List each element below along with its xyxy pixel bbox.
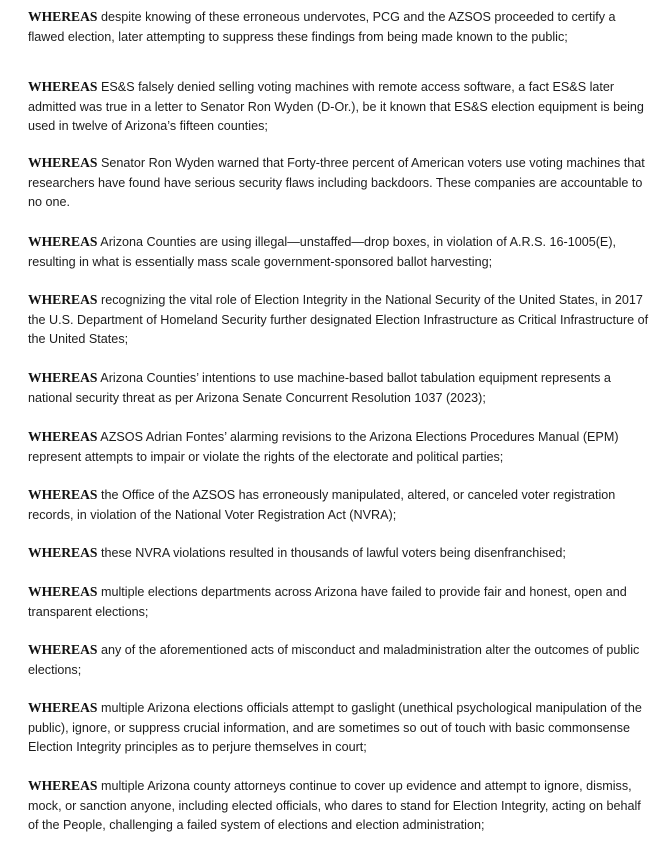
whereas-keyword: WHEREAS <box>28 487 98 502</box>
clause-text: the Office of the AZSOS has erroneously manipulated, altered, or canceled voter registration records, in violation of the National Voter Registration Act (NVRA); <box>28 488 616 522</box>
clause-text: Arizona Counties are using illegal—unstaffed—drop boxes, in violation of A.R.S. 16-1005(E), resulting in what is essentially mass scale government-sponsored ballot harvesting; <box>28 235 617 269</box>
clause-text: multiple Arizona county attorneys continue to cover up evidence and attempt to ignore, dismiss, mock, or sanction anyone, including elected officials, who dares to stand for Election Integrity, acting on behalf of the People, challenging a failed system of elections and election administration; <box>28 779 641 833</box>
clause-text: AZSOS Adrian Fontes’ alarming revisions to the Arizona Elections Procedures Manual (EPM) represent attempts to impair or violate the rights of the electorate and political parties; <box>28 430 619 464</box>
whereas-keyword: WHEREAS <box>28 545 98 560</box>
clause-text: multiple elections departments across Arizona have failed to provide fair and honest, open and transparent elections; <box>28 585 627 619</box>
whereas-clause-1 <box>28 7 653 47</box>
clause-text: despite knowing of these erroneous undervotes, PCG and the AZSOS proceeded to certify a flawed election, later attempting to suppress these findings from being made known to the public; <box>28 10 616 44</box>
clause-text: multiple Arizona elections officials attempt to gaslight (unethical psychological manipulation of the public), ignore, or suppress crucial information, and are sometimes so out of touch with basic commonsense Election Integrity principles as to perjure themselves in court; <box>28 701 642 755</box>
whereas-keyword: WHEREAS <box>28 700 98 715</box>
whereas-keyword: WHEREAS <box>28 155 98 170</box>
whereas-keyword: WHEREAS <box>28 778 98 793</box>
clause-text: Arizona Counties’ intentions to use machine-based ballot tabulation equipment represents a national security threat as per Arizona Senate Concurrent Resolution 1037 (2023); <box>28 371 611 405</box>
whereas-clause-8 <box>28 485 653 525</box>
whereas-clause-6 <box>28 368 653 408</box>
whereas-keyword: WHEREAS <box>28 292 98 307</box>
clause-text: ES&S falsely denied selling voting machines with remote access software, a fact ES&S later admitted was true in a letter to Senator Ron Wyden (D-Or.), be it known that ES&S election equipment is being used in twelve of Arizona’s fifteen counties; <box>28 80 644 134</box>
clause-text: these NVRA violations resulted in thousands of lawful voters being disenfranchised; <box>97 546 566 560</box>
whereas-keyword: WHEREAS <box>28 429 98 444</box>
whereas-clause-2 <box>28 77 653 137</box>
whereas-clause-11 <box>28 640 653 680</box>
clause-text: Senator Ron Wyden warned that Forty-three percent of American voters use voting machines that researchers have found have serious security flaws including backdoors. These companies are accountable to no one. <box>28 156 645 210</box>
whereas-keyword: WHEREAS <box>28 234 98 249</box>
whereas-clause-9 <box>28 543 653 564</box>
whereas-keyword: WHEREAS <box>28 584 98 599</box>
whereas-clause-3 <box>28 153 653 213</box>
whereas-clause-13 <box>28 776 653 836</box>
clause-text: recognizing the vital role of Election Integrity in the National Security of the United States, in 2017 the U.S. Department of Homeland Security further designated Election Infrastructure as Critical Infrastructure of the United States; <box>28 293 649 347</box>
whereas-clause-10 <box>28 582 653 622</box>
whereas-clause-12 <box>28 698 653 758</box>
clause-text: any of the aforementioned acts of misconduct and maladministration alter the outcomes of public elections; <box>28 643 640 677</box>
whereas-clause-5 <box>28 290 653 350</box>
whereas-clause-7 <box>28 427 653 467</box>
whereas-keyword: WHEREAS <box>28 79 98 94</box>
whereas-keyword: WHEREAS <box>28 642 98 657</box>
whereas-keyword: WHEREAS <box>28 370 98 385</box>
whereas-keyword: WHEREAS <box>28 9 98 24</box>
whereas-clause-4 <box>28 232 653 272</box>
